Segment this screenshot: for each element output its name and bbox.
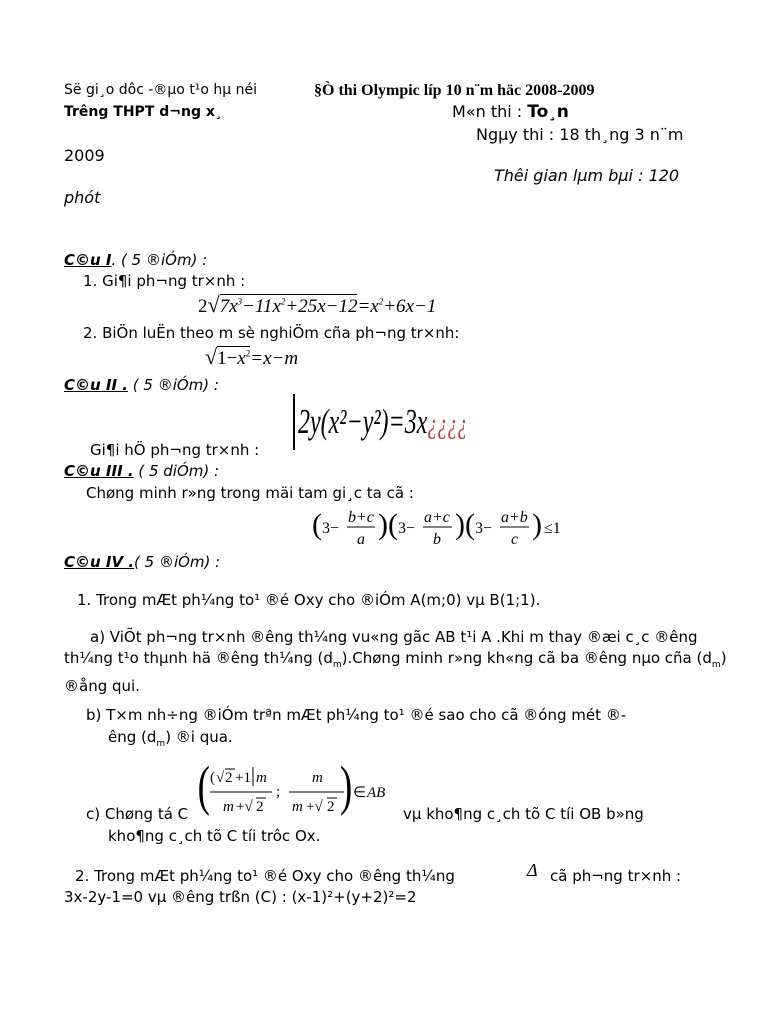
question-1-points: . ( 5 ®iÓm) :: [111, 251, 208, 269]
part-1b-text: êng (d: [108, 728, 157, 746]
part-1a-text: a) ViÕt ph¬ng tr×nh ®êng th¼ng vu«ng gãc AB t¹i A .Khi m thay ®æi c¸c ®êng th¼ng t¹o thµnh hä ®êng th¼ng (d: [64, 628, 698, 667]
question-2-text: Gi¶i hÖ ph¬ng tr×nh :: [90, 441, 260, 459]
question-4-points: ( 5 ®iÓm) :: [134, 553, 221, 571]
question-4-part-1b-cont: [108, 728, 233, 749]
inequality-formula: [312, 504, 582, 550]
question-4-part-1b: b) T×m nh÷ng ®iÓm trªn mÆt ph¼ng to¹ ®é sao cho cã ®óng mét ®-: [86, 706, 627, 724]
svg-text:+√: +√: [236, 799, 253, 815]
svg-text:b: b: [433, 531, 441, 548]
exam-date: Ngµy thi : 18 th¸ng 3 n¨m: [476, 125, 684, 144]
exam-year: 2009: [64, 146, 105, 165]
svg-text:): ): [532, 508, 542, 541]
svg-text:a+b: a+b: [501, 509, 528, 526]
question-4-label: C©u IV .: [64, 553, 135, 571]
svg-text:2: 2: [256, 799, 264, 815]
svg-text:(: (: [197, 760, 210, 818]
system-equation: [298, 404, 467, 443]
svg-text:m: m: [312, 770, 323, 786]
svg-text:2: 2: [225, 770, 233, 786]
svg-text:3−: 3−: [475, 520, 493, 537]
equation-1: $2√7x^3-11x^2+25x-12=x^2+6x-1$: [198, 292, 437, 317]
school-name: Trêng THPT d¬ng x¸: [64, 104, 222, 120]
part-1a-subscript-2: m: [711, 660, 721, 670]
svg-text:;: ;: [276, 784, 281, 800]
system-equation-tail: ¿¿¿¿: [427, 408, 468, 441]
question-2-points: ( 5 ®iÓm) :: [128, 376, 219, 394]
point-c-formula: [196, 760, 396, 822]
svg-text:≤1: ≤1: [544, 520, 561, 537]
svg-text:)(: )(: [378, 508, 398, 541]
part-1b-subscript: m: [156, 739, 166, 749]
question-4-heading: [64, 553, 220, 571]
svg-text:(: (: [210, 770, 215, 786]
part-1b-text-2: ) ®i qua.: [165, 728, 233, 746]
svg-text:a+c: a+c: [424, 509, 450, 526]
svg-text:∈: ∈: [353, 785, 367, 801]
question-1-label: C©u I: [64, 251, 112, 269]
question-4-part-1c-end: vµ kho¶ng c¸ch tõ C tíi OB b»ng: [403, 805, 644, 823]
svg-text:a: a: [357, 531, 365, 548]
question-3-text: Chøng minh r»ng trong mäi tam gi¸c ta cã :: [86, 484, 414, 502]
exam-title: §Ò thi Olympic líp 10 n¨m häc 2008-2009: [314, 82, 595, 99]
delta-symbol: Δ: [527, 860, 538, 880]
question-4-part-1c: c) Chøng tá C: [86, 805, 189, 823]
question-4-part-1a: [64, 627, 738, 697]
svg-text:2: 2: [327, 799, 335, 815]
svg-text:3−: 3−: [322, 520, 340, 537]
subject-line: [452, 102, 569, 122]
part-1a-text-3: ) ®ång qui.: [64, 649, 727, 695]
question-3-label: C©u III .: [64, 462, 134, 480]
question-1-item-1: 1. Gi¶i ph¬ng tr×nh :: [83, 272, 246, 290]
svg-text:m: m: [256, 770, 267, 786]
svg-text:m: m: [292, 799, 303, 815]
question-3-heading: [64, 462, 219, 480]
exam-duration: Thêi gian lµm bµi : 120: [494, 166, 680, 185]
exam-duration-unit: phót: [64, 188, 101, 207]
svg-text:(: (: [312, 508, 322, 541]
school-department: Së gi¸o dôc -®µo t¹o hµ néi: [64, 82, 258, 98]
svg-text:AB: AB: [367, 785, 386, 801]
subject-prefix: M«n thi :: [452, 102, 528, 121]
system-equation-main: 2y(x²−y²)=3x: [298, 404, 428, 442]
question-3-points: ( 5 diÓm) :: [133, 462, 220, 480]
question-4-part-1c-cont: kho¶ng c¸ch tõ C tíi trôc Ox.: [108, 827, 321, 845]
subject-name: To¸n: [527, 102, 569, 122]
svg-text:c: c: [511, 531, 519, 548]
svg-text:+1: +1: [235, 770, 251, 786]
part-1a-text-2: ).Chøng minh r»ng kh«ng cã ba ®êng nµo cña (d: [341, 649, 712, 667]
question-4-part-1: 1. Trong mÆt ph¼ng to¹ ®é Oxy cho ®iÓm A(m;0) vµ B(1;1).: [77, 591, 541, 609]
question-2-heading: [64, 376, 219, 394]
svg-text:)(: )(: [455, 508, 475, 541]
question-2-label: C©u II .: [64, 376, 128, 394]
svg-text:3−: 3−: [398, 520, 416, 537]
part-1a-subscript: m: [332, 660, 342, 670]
question-4-part-2: 2. Trong mÆt ph¼ng to¹ ®é Oxy cho ®êng th¼ng: [75, 867, 455, 885]
question-4-part-2-line-2: 3x-2y-1=0 vµ ®êng trßn (C) : (x-1)²+(y+2)²=2: [64, 888, 417, 906]
svg-text:√: √: [216, 770, 225, 786]
equation-2: $√1-x^2=x-m$: [205, 344, 299, 369]
svg-text:): ): [340, 760, 353, 818]
system-brace: [293, 394, 295, 450]
svg-text:+√: +√: [306, 799, 323, 815]
question-1-heading: [64, 251, 207, 269]
question-1-item-2: 2. BiÖn luËn theo m sè nghiÖm cña ph¬ng tr×nh:: [83, 324, 460, 342]
svg-text:b+c: b+c: [348, 509, 374, 526]
question-4-part-2-end: cã ph¬ng tr×nh :: [550, 867, 682, 885]
svg-text:m: m: [223, 799, 234, 815]
